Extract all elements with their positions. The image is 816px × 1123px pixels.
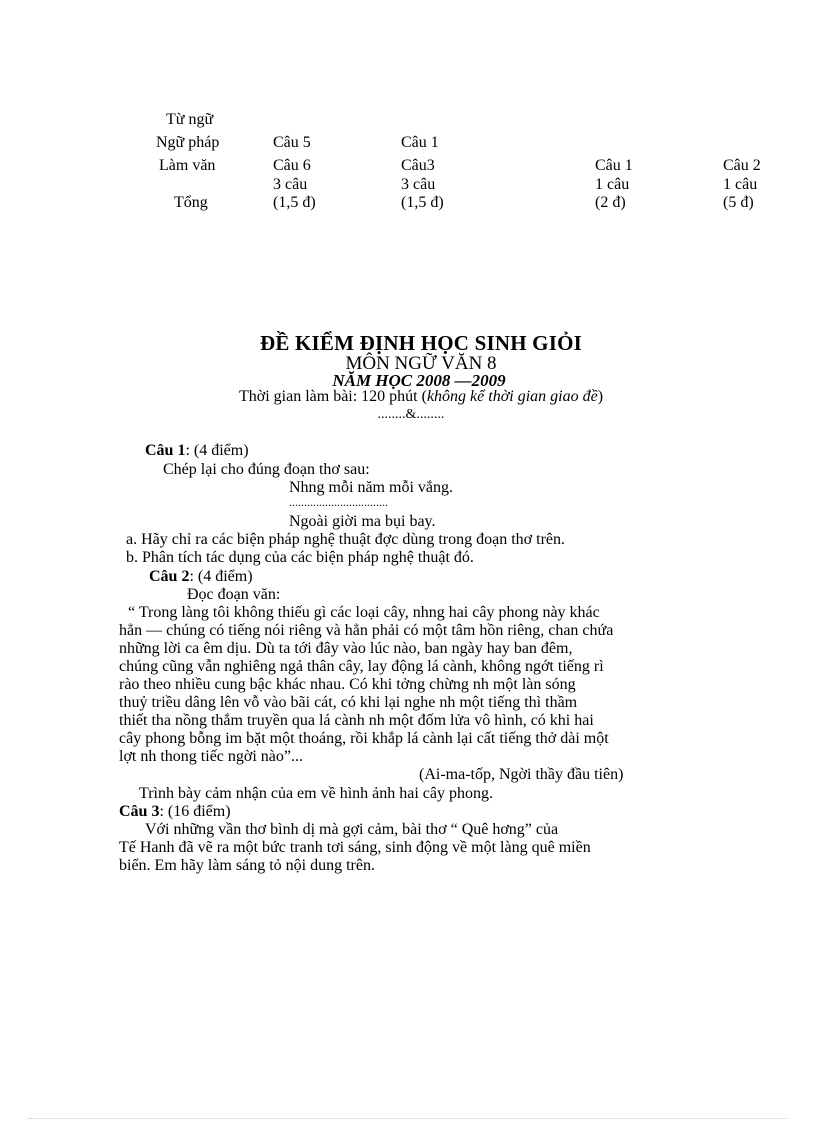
q2-passage-line: hẳn — chúng có tiếng nói riêng và hẳn phải có một tâm hồn riêng, chan chứa: [119, 622, 614, 639]
cell-points-4: (5 đ): [723, 194, 754, 211]
cell-count-3: 1 câu: [595, 176, 630, 193]
cell-lam-van-3: Câu 1: [595, 157, 633, 174]
time-suffix: ): [597, 388, 604, 405]
q3-heading: [119, 804, 231, 820]
q2-passage-line: “ Trong làng tôi không thiếu gì các loại cây, nhng hai cây phong này khác: [128, 604, 600, 621]
q2-passage-line: chúng cũng vẫn nghiêng ngả thân cây, lay động lá cành, không ngớt tiếng rì: [119, 658, 604, 675]
cell-points-2: (1,5 đ): [401, 194, 444, 211]
row-label-tong: Tổng: [174, 194, 208, 211]
q1-instruction: Chép lại cho đúng đoạn thơ sau:: [163, 461, 370, 478]
q3-label: Câu 3: [119, 803, 160, 820]
row-label-ngu-phap: Ngữ pháp: [156, 134, 220, 151]
q1-label: Câu 1: [145, 442, 186, 459]
row-label-tu-ngu: Từ ngữ: [166, 111, 214, 128]
cell-points-3: (2 đ): [595, 194, 626, 211]
exam-title: ĐỀ KIỂM ĐỊNH HỌC SINH GIỎI: [260, 331, 582, 355]
q3-line: Tế Hanh đã vẽ ra một bức tranh tơi sáng, sinh động về một làng quê miền: [119, 839, 591, 856]
page-bottom-border: [28, 1118, 788, 1119]
q3-line: Với những vần thơ bình dị mà gợi cảm, bài thơ “ Quê hơng” của: [145, 821, 559, 838]
exam-year: NĂM HỌC 2008 —2009: [332, 371, 506, 390]
cell-lam-van-2: Câu3: [401, 157, 435, 174]
cell-ngu-phap-2: Câu 1: [401, 134, 439, 151]
time-note: không kể thời gian giao đề: [426, 388, 598, 405]
q2-passage-line: thuỷ triều dâng lên vỗ vào bãi cát, có khi lại nghe nh một tiếng thì thầm: [119, 694, 578, 711]
cell-count-1: 3 câu: [273, 176, 308, 193]
q1-verse-1: Nhng mỗi năm mỗi vắng.: [289, 479, 453, 496]
q3-line: biển. Em hãy làm sáng tỏ nội dung trên.: [119, 857, 375, 874]
q1-heading: [145, 443, 249, 459]
cell-lam-van-1: Câu 6: [273, 157, 311, 174]
exam-subject: MÔN NGỮ VĂN 8: [345, 353, 497, 374]
q2-source: (Ai-ma-tốp, Ngời thầy đầu tiên): [419, 766, 624, 783]
q2-passage-line: cây phong bỗng im bặt một thoáng, rồi khắp lá cành lại cất tiếng thở dài một: [119, 730, 609, 747]
cell-count-4: 1 câu: [723, 176, 758, 193]
q2-instruction: Đọc đoạn văn:: [187, 586, 281, 603]
q3-points: : (16 điểm): [159, 803, 231, 820]
header-separator: ........&........: [377, 407, 445, 422]
row-label-lam-van: Làm văn: [159, 157, 216, 174]
q2-label: Câu 2: [149, 568, 190, 585]
q1-part-b: b. Phân tích tác dụng của các biện pháp nghệ thuật đó.: [126, 549, 474, 566]
cell-lam-van-4: Câu 2: [723, 157, 761, 174]
q1-verse-dots: .................................: [289, 495, 388, 509]
q2-passage-line: rào theo nhiều cung bậc khác nhau. Có khi tởng chừng nh một làn sóng: [119, 676, 576, 693]
exam-time: [0, 389, 816, 405]
q2-points: : (4 điểm): [189, 568, 253, 585]
q1-verse-2: Ngoài giời ma bụi bay.: [289, 513, 436, 530]
cell-count-2: 3 câu: [401, 176, 436, 193]
cell-points-1: (1,5 đ): [273, 194, 316, 211]
q1-points: : (4 điểm): [185, 442, 249, 459]
cell-ngu-phap-1: Câu 5: [273, 134, 311, 151]
q2-task: Trình bày cảm nhận của em về hình ảnh hai cây phong.: [139, 785, 493, 802]
q2-passage-line: thiết tha nồng thắm truyền qua lá cành nh một đốm lửa vô hình, có khi hai: [119, 712, 594, 729]
q2-passage-line: lợt nh thong tiếc ngời nào”...: [119, 748, 303, 765]
q1-part-a: a. Hãy chỉ ra các biện pháp nghệ thuật đợc dùng trong đoạn thơ trên.: [126, 531, 565, 548]
time-prefix: Thời gian làm bài: 120 phút (: [238, 388, 427, 405]
q2-passage-line: những lời ca êm dịu. Dù ta tới đây vào lúc nào, ban ngày hay ban đêm,: [119, 640, 573, 657]
q2-heading: [149, 569, 253, 585]
